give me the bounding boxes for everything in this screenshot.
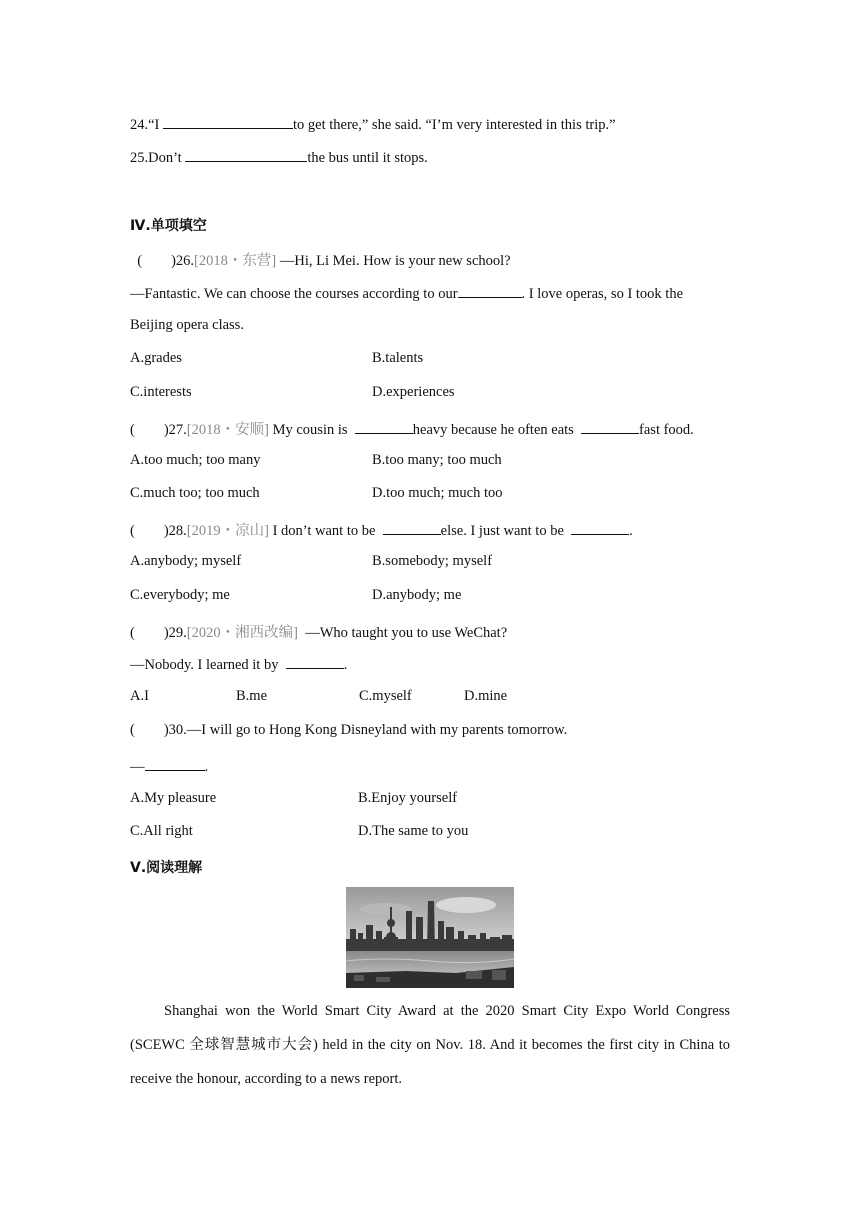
q27-blank-2[interactable] — [581, 419, 639, 434]
q27-option-c[interactable]: C.much too; too much — [130, 485, 260, 501]
q30-option-b[interactable]: B.Enjoy yourself — [358, 790, 458, 806]
q29-option-a[interactable]: A.I — [130, 688, 149, 704]
q30-option-a[interactable]: A.My pleasure — [130, 790, 217, 806]
reading-passage: Shanghai won the World Smart City Award at the 2020 Smart City Expo World Congress (SCEWC 全球智慧城市大会) held in the city on Nov. 18. And it becomes the first city in China to receive the honour, according to a news report. — [130, 1003, 730, 1087]
q30-option-d[interactable]: D.The same to you — [358, 823, 469, 839]
q29-line2 — [130, 654, 347, 674]
q29-number: ( )29. — [130, 625, 187, 641]
q27-number: ( )27. — [130, 422, 187, 438]
q28-stem-c: . — [629, 523, 633, 539]
q30-line2-end: . — [204, 759, 209, 775]
q26-line2-text: —Fantastic. We can choose the courses according to our — [130, 286, 458, 302]
q29-option-b[interactable]: B.me — [236, 688, 268, 704]
q27-stem-b: heavy because he often eats — [412, 422, 582, 438]
question-26 — [130, 249, 511, 270]
q27-stem-c: fast food. — [639, 422, 694, 438]
q25-suffix: the bus until it stops. — [307, 150, 428, 166]
q24-prefix: 24.“I — [130, 117, 164, 133]
q28-stem-b: else. I just want to be — [440, 523, 572, 539]
q28-blank-1[interactable] — [383, 520, 441, 535]
q29-line2-text: —Nobody. I learned it by — [130, 657, 286, 673]
section-4-heading: Ⅳ.单项填空 — [130, 218, 207, 234]
q27-option-d[interactable]: D.too much; much too — [372, 485, 503, 501]
q26-blank[interactable] — [458, 283, 522, 298]
question-29 — [130, 621, 507, 642]
q30-line2 — [130, 756, 208, 776]
question-25 — [130, 147, 428, 167]
q26-line2-end: . I love operas, so I took the — [521, 286, 684, 302]
q28-stem-a: I don’t want to be — [268, 523, 383, 539]
q24-suffix: to get there,” she said. “I’m very interested in this trip.” — [293, 117, 616, 133]
q29-blank[interactable] — [286, 654, 344, 669]
q25-prefix: 25.Don’t — [130, 150, 186, 166]
q26-option-d[interactable]: D.experiences — [372, 384, 455, 400]
q27-option-b[interactable]: B.too many; too much — [372, 452, 502, 468]
q26-line3: Beijing opera class. — [130, 317, 244, 333]
q29-source: [2020・湘西改编] — [186, 625, 298, 641]
q26-option-b[interactable]: B.talents — [372, 350, 424, 366]
q26-number: ( )26. — [130, 253, 195, 269]
q27-stem-a: My cousin is — [268, 422, 355, 438]
q30-option-c[interactable]: C.All right — [130, 823, 193, 839]
q27-blank-1[interactable] — [355, 419, 413, 434]
q26-source: [2018・东营] — [194, 253, 277, 269]
q26-stem: —Hi, Li Mei. How is your new school? — [276, 253, 511, 269]
shanghai-skyline-photo — [346, 887, 514, 988]
q28-option-a[interactable]: A.anybody; myself — [130, 553, 242, 569]
q28-option-c[interactable]: C.everybody; me — [130, 587, 230, 603]
q30-blank[interactable] — [145, 756, 205, 771]
q29-line2-end: . — [343, 657, 348, 673]
q27-source: [2018・安顺] — [186, 422, 269, 438]
q30-stem: —I will go to Hong Kong Disneyland with my parents tomorrow. — [186, 722, 568, 738]
q30-number: ( )30. — [130, 722, 187, 738]
q30-line2-text: — — [130, 759, 145, 775]
q29-option-d[interactable]: D.mine — [464, 688, 508, 704]
q29-option-c[interactable]: C.myself — [359, 688, 412, 704]
q29-stem: —Who taught you to use WeChat? — [297, 625, 508, 641]
question-24 — [130, 114, 616, 134]
q28-number: ( )28. — [130, 523, 187, 539]
question-27 — [130, 418, 694, 439]
q28-option-d[interactable]: D.anybody; me — [372, 587, 462, 603]
q25-blank[interactable] — [185, 147, 307, 162]
q28-source: [2019・凉山] — [186, 523, 269, 539]
question-30 — [130, 722, 567, 739]
q28-option-b[interactable]: B.somebody; myself — [372, 553, 493, 569]
q26-line2 — [130, 283, 730, 303]
q27-option-a[interactable]: A.too much; too many — [130, 452, 261, 468]
q24-blank[interactable] — [163, 114, 293, 129]
question-28 — [130, 519, 633, 540]
q26-option-c[interactable]: C.interests — [130, 384, 192, 400]
q28-blank-2[interactable] — [571, 520, 629, 535]
q26-option-a[interactable]: A.grades — [130, 350, 182, 366]
section-5-heading: Ⅴ.阅读理解 — [130, 860, 203, 876]
